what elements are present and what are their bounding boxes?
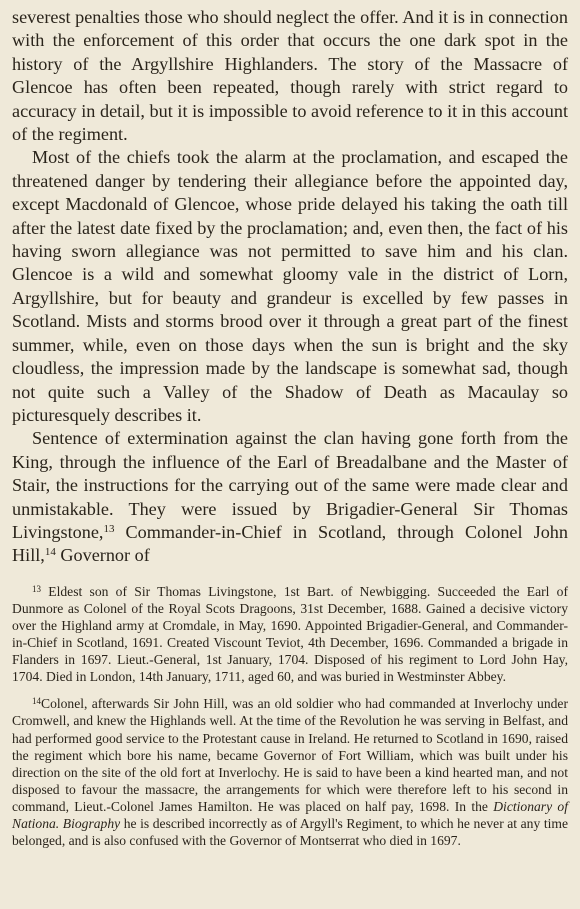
footnote-13 <box>12 583 568 686</box>
footnote-text-a: Colonel, afterwards Sir John Hill, was an old soldier who had commanded at Inverlochy under Cromwell, and knew the Highlands well. At the time of the Revolution he was serving in Belfast, and had performed good service to the Protestant cause in Ireland. He returned to Scotland in 1690, raised the regiment which bore his name, became Governor of Fort William, which was built under his direction on the site of the old fort at Inverlochy. He is said to have been a kind hearted man, and not disposed to favour the massacre, the arrangements for which were therefore left to his second in command, Lieut.-Colonel James Hamilton. He was placed on half pay, 1698. In the <box>12 696 568 814</box>
footnote-14 <box>12 695 568 849</box>
footnote-number: 14 <box>32 696 41 707</box>
footnote-text-b: he is described incorrectly as of Argyll's Regiment, to which he never at any time belonged, and is also confused with the Governor of Montserrat who died in 1697. <box>12 815 568 849</box>
main-text <box>12 6 568 568</box>
footnotes <box>12 583 568 849</box>
paragraph-3-text-b: Commander-in-Chief in Scotland, through Colonel John Hill, <box>12 521 568 566</box>
paragraph-1: severest penalties those who should neglect the offer. And it is in connection with the enforcement of this order that occurs the one dark spot in the history of the Argyllshire Highlanders. The story of the Massacre of Glencoe has often been repeated, though rarely with strict regard to accuracy in detail, but it is impossible to avoid reference to it in this account of the regiment. <box>12 7 568 145</box>
footnote-text: Eldest son of Sir Thomas Livingstone, 1st Bart. of Newbigging. Succeeded the Earl of Dunmore as Colonel of the Royal Scots Dragoons, 31st December, 1688. Gained a decisive victory over the Highland army at Cromdale, in May, 1690. Appointed Brigadier-General, and Commander-in-Chief in Scotland, 1691. Created Viscount Teviot, 4th December, 1696. Commanded a brigade in Flanders in 1697. Lieut.-General, 1st January, 1704. Disposed of his regiment to Lord John Hay, 1704. Died in London, 14th January, 1711, aged 60, and was buried in Westminster Abbey. <box>12 583 569 685</box>
paragraph-3-text-c: Governor of <box>55 545 150 566</box>
footnote-ref-14: 14 <box>44 546 56 559</box>
footnote-ref-13: 13 <box>103 522 115 535</box>
paragraph-3 <box>12 427 568 567</box>
book-title: Dictionary of Nationa. Biography <box>12 798 568 831</box>
paragraph-3-text-a: Sentence of extermination against the clan having gone forth from the King, through the influence of the Earl of Breadalbane and the Master of Stair, the instructions for the carrying out of the same were made clear and unmistakable. They were issued by Brigadier-General Sir Thomas Livingstone, <box>12 428 568 542</box>
footnote-number: 13 <box>32 583 41 594</box>
paragraph-2: Most of the chiefs took the alarm at the proclamation, and escaped the threatened danger by tendering their allegiance before the appointed day, except Macdonald of Glencoe, whose pride delayed his taking the oath till after the latest date fixed by the proclamation; and, even then, the fact of his having sworn allegiance was not permitted to save him and his clan. Glencoe is a wild and somewhat gloomy vale in the district of Lorn, Argyllshire, but for beauty and grandeur is excelled by few passes in Scotland. Mists and storms brood over it through a great part of the finest summer, while, even on those days when the sun is bright and the sky cloudless, the impression made by the landscape is somewhat sad, though not quite such a Valley of the Shadow of Death as Macaulay so picturesquely describes it. <box>12 147 568 425</box>
